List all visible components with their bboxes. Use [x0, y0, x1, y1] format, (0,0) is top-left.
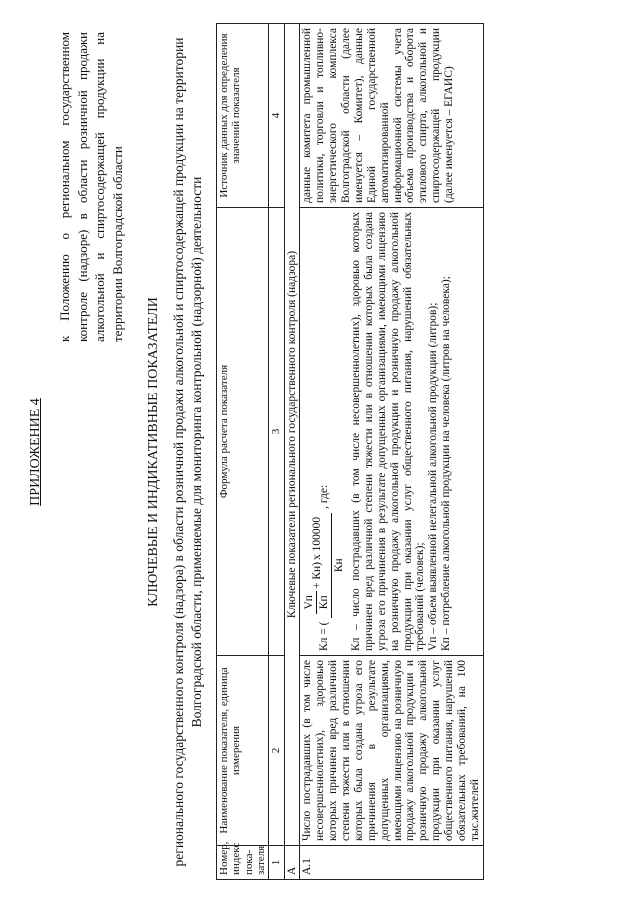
- formula-numerator: Vп: [303, 591, 317, 613]
- table-header-row: [217, 24, 269, 880]
- formula-fraction-outer: [303, 513, 346, 618]
- document-page: [20, 12, 620, 892]
- formula-definitions: [350, 212, 453, 651]
- formula-plus: + Кн): [310, 562, 323, 590]
- row-source: данные комитета промышленной политики, торговли и топливно-энергетического комплекса Волгоградской области (далее именуется – Комитет), данные Единой государственной автоматизированной информационной системы учета объема производства и оборота этилового спирта, алкогольной и спиртосодержащей продукции (далее именуется – ЕГАИС): [300, 24, 483, 208]
- formula: [303, 212, 346, 651]
- section-row: [284, 24, 300, 880]
- row-name: Число пострадавших (в том числе несовершеннолетних), здоровью которых причинен вред различной степени тяжести или в отношении которых была создана угроза его причинения в результате допущенных организациями, имеющими лицензию на розничную продажу алкогольной продукции и розничную продажу алкогольной продукции при оказании услуг общественного питания, нарушений обязательных требований, на 100 тыс.жителей: [300, 656, 483, 846]
- definition-kp: Кп – потребление алкогольной продукции на человека (литров на человека);: [440, 276, 453, 651]
- formula-bottom: Кн: [333, 558, 346, 573]
- section-title: Ключевые показатели регионального государственного контроля (надзора): [284, 24, 300, 846]
- row-formula-cell: [300, 208, 483, 656]
- indicators-table: [216, 23, 484, 880]
- definition-vp: Vп – объем выявленной нелегальной алкогольной продукции (литров);: [427, 302, 440, 651]
- document-heading: КЛЮЧЕВЫЕ И ИНДИКАТИВНЫЕ ПОКАЗАТЕЛИ: [146, 297, 161, 607]
- column-number: 4: [269, 24, 284, 208]
- header-source: Источник данных для определения значений показателя: [217, 24, 269, 208]
- appendix-title: ПРИЛОЖЕНИЕ 4: [28, 398, 43, 506]
- header-formula: Формула расчета показателя: [217, 208, 269, 656]
- formula-lhs: Кл = (: [318, 621, 331, 651]
- formula-fraction-inner: [303, 591, 331, 613]
- formula-times: x 100000: [310, 516, 323, 561]
- column-number: 3: [269, 208, 284, 656]
- appendix-subtitle: к Положению о региональном государственном контроле (надзоре) в области розничной продажи алкогольной и спиртосодержащей продукции на территории Волгоградской области: [57, 32, 125, 342]
- table-row: [300, 24, 483, 880]
- row-index: А.1: [300, 846, 483, 880]
- document-description: регионального государственного контроля (надзора) в области розничной продажи алкогольной и спиртосодержащей продукции на территории Волгоградской области, применяемые для мониторинга контрольной (надзорной) деятельности: [171, 37, 204, 867]
- column-number: 2: [269, 656, 284, 846]
- definition-kl: Кл – число пострадавших (в том числе несовершеннолетних), здоровью которых причинен вред различной степени тяжести или в отношении которых была создана угроза его причинения в результате допущенных организациями, имеющими лицензию на розничную продажу алкогольной продукции и розничную продажу алкогольной продукции при оказании услуг общественного питания, нарушений обязательных требований (человек);: [350, 212, 427, 651]
- column-number: 1: [269, 846, 284, 880]
- header-index: Номер, индекс пока-зателя: [217, 846, 269, 880]
- formula-tail: , где:: [318, 484, 331, 509]
- header-name: Наименование показателя, единица измерения: [217, 656, 269, 846]
- section-letter: А: [284, 846, 300, 880]
- formula-denominator: Кп: [318, 595, 331, 610]
- column-number-row: [269, 24, 284, 880]
